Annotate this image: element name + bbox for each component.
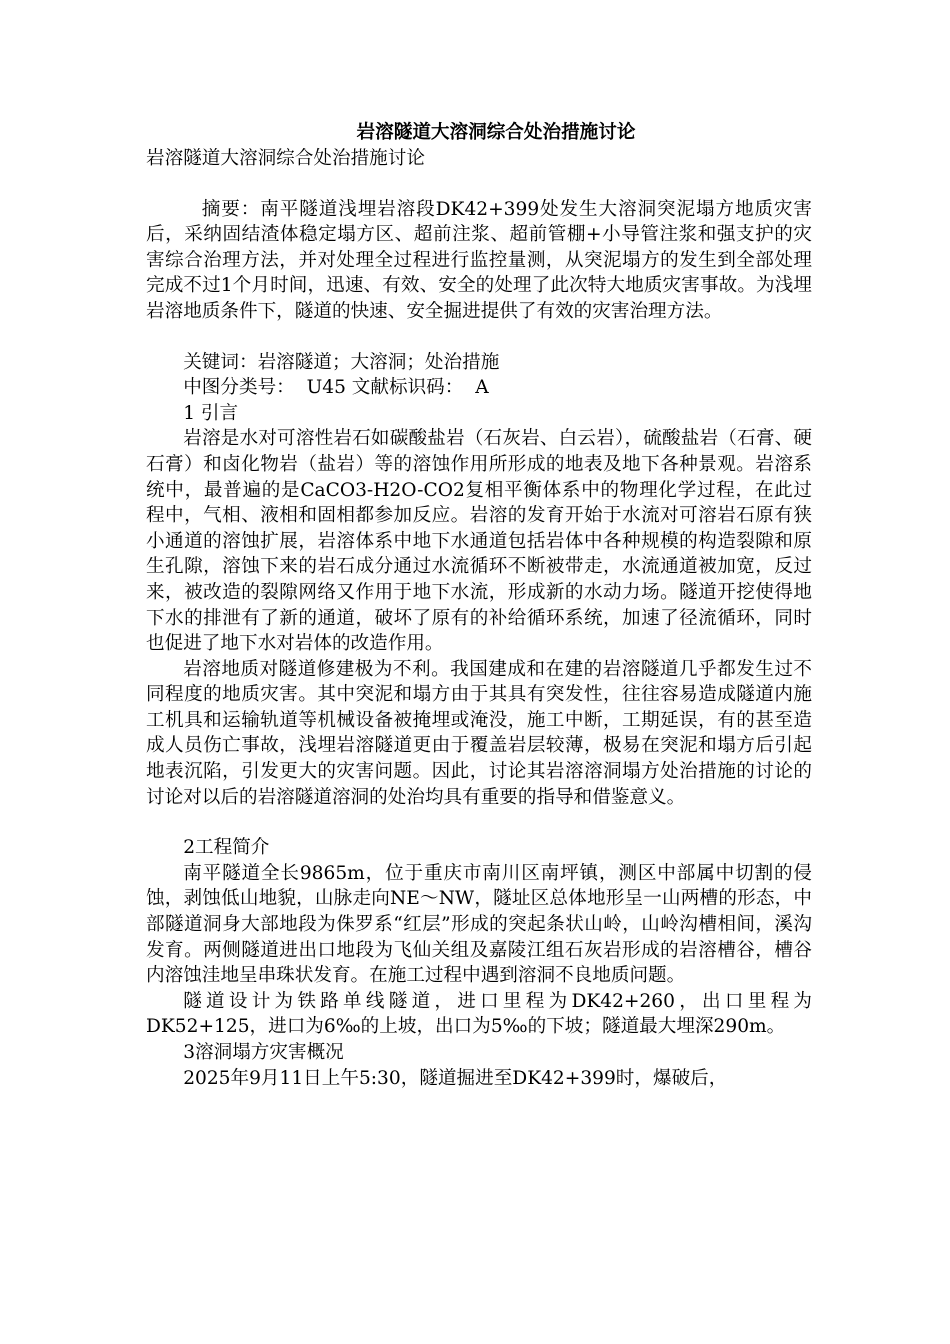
spacer [146, 172, 812, 197]
document-subtitle: 岩溶隧道大溶洞综合处治措施讨论 [146, 148, 425, 169]
document-page [146, 120, 812, 1091]
spacer [146, 810, 812, 835]
section-3-heading: 3溶洞塌方灾害概况 [183, 1042, 344, 1063]
section-3-paragraph-1: 2025年9月11日上午5:30，隧道掘进至DK42+399时，爆破后， [183, 1067, 728, 1089]
section-1-paragraph-2: 岩溶地质对隧道修建极为不利。我国建成和在建的岩溶隧道几乎都发生过不同程度的地质灾害。其中突泥和塌方由于其具有突发性，往往容易造成隧道内施工机具和运输轨道等机械设备被掩埋或淹没，施工中断，工期延误，有的甚至造成人员伤亡事故，浅埋岩溶隧道更由于覆盖岩层较薄，极易在突泥和塌方后引起地表沉陷，引发更大的灾害问题。因此，讨论其岩溶溶洞塌方处治措施的讨论的讨论对以后的岩溶隧道溶洞的处治均具有重要的指导和借鉴意义。 [146, 658, 812, 808]
section-1-heading: 1 引言 [183, 402, 239, 424]
spacer [146, 325, 812, 350]
section-2-paragraph-2: 隧道设计为铁路单线隧道，进口里程为DK42+260，出口里程为DK52+125，进口为6‰的上坡，出口为5‰的下坡；隧道最大埋深290m。 [146, 990, 812, 1038]
keywords: 关键词：岩溶隧道；大溶洞；处治措施 [183, 351, 500, 373]
abstract: 摘要：南平隧道浅埋岩溶段DK42+399处发生大溶洞突泥塌方地质灾害后，采纳固结渣体稳定塌方区、超前注浆、超前管棚+小导管注浆和强支护的灾害综合治理方法，并对处理全过程进行监控量测，从突泥塌方的发生到全部处理完成不过1个月时间，迅速、有效、安全的处理了此次特大地质灾害事故。为浅埋岩溶地质条件下，隧道的快速、安全掘进提供了有效的灾害治理方法。 [146, 198, 812, 322]
classification: 中图分类号： U45 文献标识码： A [183, 377, 489, 399]
section-1-paragraph-1: 岩溶是水对可溶性岩石如碳酸盐岩（石灰岩、白云岩），硫酸盐岩（石膏、硬石膏）和卤化物岩（盐岩）等的溶蚀作用所形成的地表及地下各种景观。岩溶系统中，最普遍的是CaCO3-H2O-CO2复相平衡体系中的物理化学过程，在此过程中，气相、液相和固相都参加反应。岩溶的发育开始于水流对可溶岩石原有狭小通道的溶蚀扩展，岩溶体系中地下水通道包括岩体中各种规模的构造裂隙和原生孔隙，溶蚀下来的岩石成分通过水流循环不断被带走，水流通道被加宽，反过来，被改造的裂隙网络又作用于地下水流，形成新的水动力场。隧道开挖使得地下水的排泄有了新的通道，破坏了原有的补给循环系统，加速了径流循环，同时也促进了地下水对岩体的改造作用。 [146, 428, 812, 655]
section-2-paragraph-1: 南平隧道全长9865m，位于重庆市南川区南坪镇，测区中部属中切割的侵蚀，剥蚀低山地貌，山脉走向NE～NW，隧址区总体地形呈一山两槽的形态，中部隧道洞身大部地段为侏罗系“红层”形成的突起条状山岭，山岭沟槽相间，溪沟发育。两侧隧道进出口地段为飞仙关组及嘉陵江组石灰岩形成的岩溶槽谷，槽谷内溶蚀洼地呈串珠状发育。在施工过程中遇到溶洞不良地质问题。 [146, 862, 812, 987]
section-2-heading: 2工程简介 [183, 837, 270, 859]
document-title: 岩溶隧道大溶洞综合处治措施讨论 [356, 122, 636, 143]
